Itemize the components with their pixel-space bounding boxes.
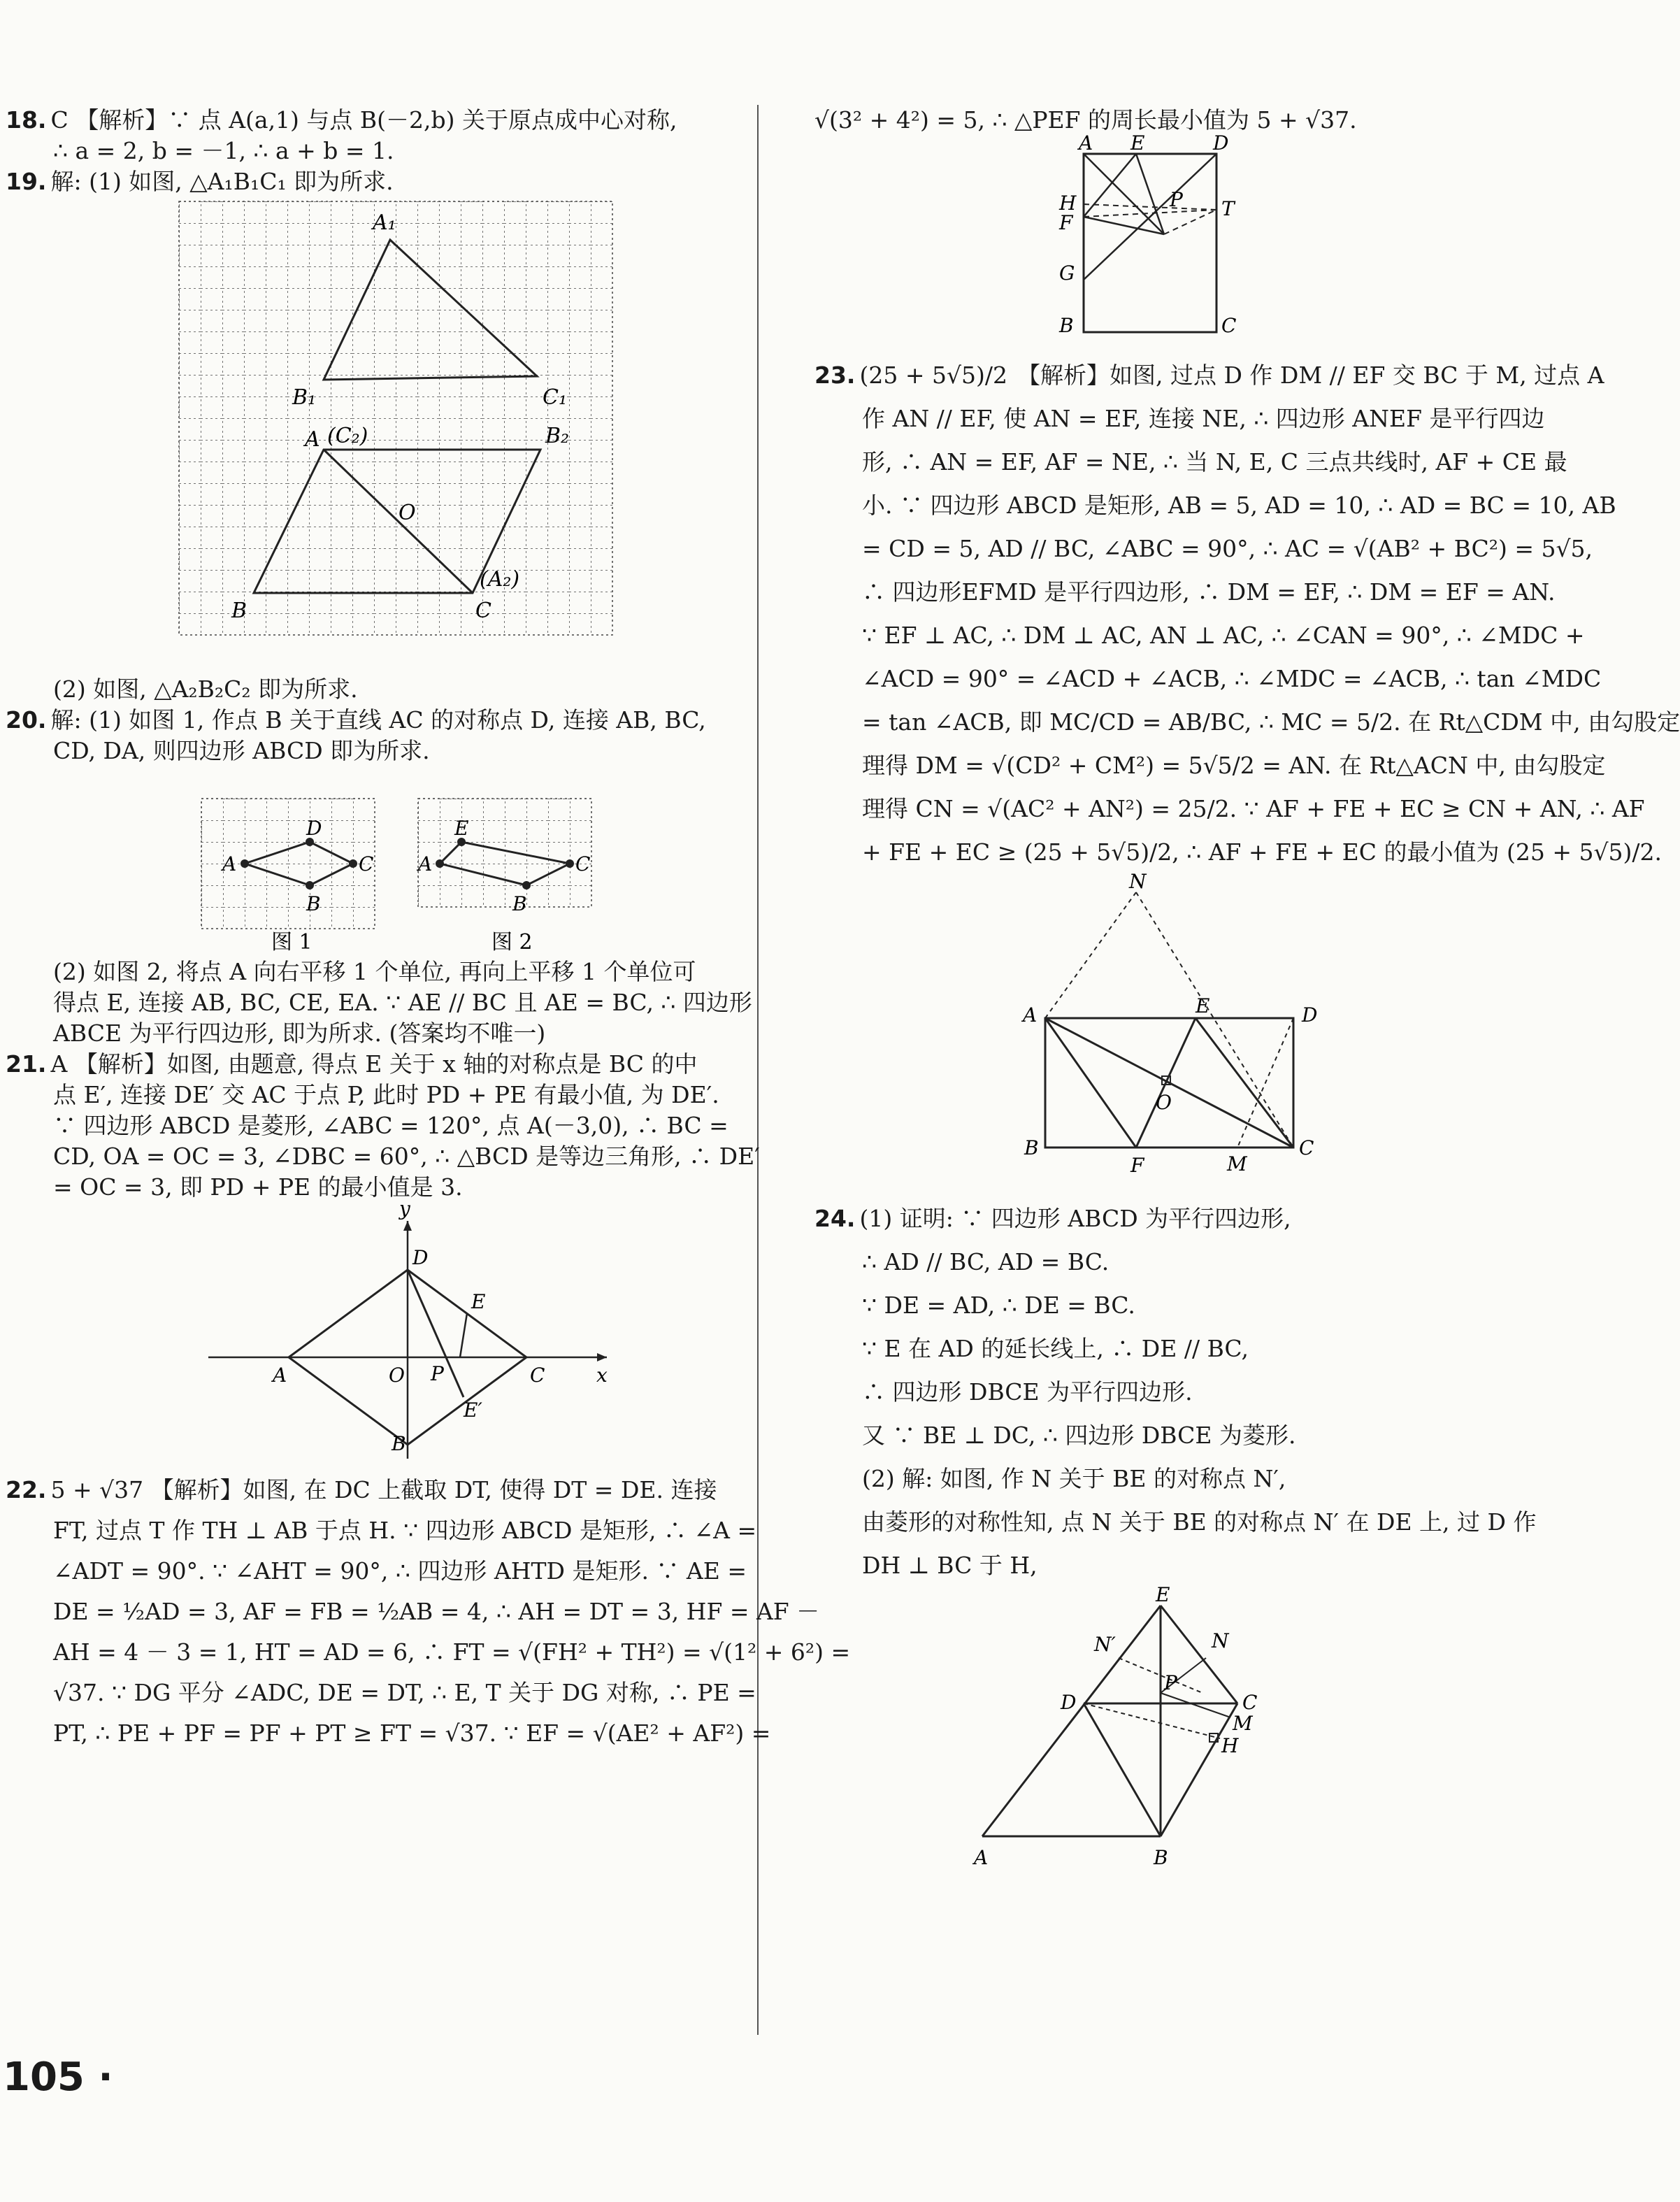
fig2-B: B: [512, 892, 527, 915]
svg-text:C: C: [530, 1364, 545, 1387]
q24-line3: ∵ DE = AD, ∴ DE = BC.: [862, 1292, 1135, 1319]
q22-cont: √(3² + 4²) = 5, ∴ △PEF 的周长最小值为 5 + √37.: [814, 106, 1357, 134]
q21-line3: ∵ 四边形 ABCD 是菱形, ∠ABC = 120°, 点 A(－3,0), ∴ BC =: [53, 1112, 728, 1139]
q21-line5: = OC = 3, 即 PD + PE 的最小值是 3.: [53, 1173, 463, 1201]
svg-text:P: P: [1164, 1671, 1177, 1694]
svg-text:H: H: [1059, 192, 1077, 215]
q20-line4: 得点 E, 连接 AB, BC, CE, EA. ∵ AE // BC 且 AE = BC, ∴ 四边形: [53, 989, 752, 1016]
q22-line2: FT, 过点 T 作 TH ⊥ AB 于点 H. ∵ 四边形 ABCD 是矩形, ∴ ∠A =: [53, 1517, 757, 1544]
svg-text:C: C: [1221, 314, 1237, 337]
fig1-D: D: [306, 817, 322, 840]
svg-text:B: B: [1024, 1136, 1039, 1159]
q19-line1: 19. 解: (1) 如图, △A₁B₁C₁ 即为所求.: [6, 168, 394, 195]
svg-text:N: N: [1212, 1629, 1229, 1652]
svg-text:P: P: [431, 1362, 444, 1385]
q23-line8: ∠ACD = 90° = ∠ACD + ∠ACB, ∴ ∠MDC = ∠ACB, ∴ tan ∠MDC: [862, 665, 1602, 692]
svg-text:D: D: [1302, 1003, 1318, 1027]
svg-text:A: A: [1079, 131, 1093, 155]
svg-text:D: D: [412, 1246, 429, 1269]
q19-figure: [6, 201, 743, 670]
fig1-B: B: [306, 892, 321, 915]
q23-line3: 形, ∴ AN = EF, AF = NE, ∴ 当 N, E, C 三点共线时, AF + CE 最: [862, 448, 1567, 476]
q22-line7: PT, ∴ PE + PF = PF + PT ≥ FT = √37. ∵ EF = √(AE² + AF²) =: [53, 1720, 771, 1747]
q21-line1: 21. A 【解析】如图, 由题意, 得点 E 关于 x 轴的对称点是 BC 的中: [6, 1050, 698, 1078]
q21-rhombus-diagram: [6, 1197, 743, 1466]
q23-line1: 23. (25 + 5√5)/2 【解析】如图, 过点 D 作 DM // EF 交 BC 于 M, 过点 A: [814, 362, 1604, 389]
fig1-caption: 图 1: [271, 930, 313, 955]
q20-line2: CD, DA, 则四边形 ABCD 即为所求.: [53, 737, 430, 764]
q21-line4: CD, OA = OC = 3, ∠DBC = 60°, ∴ △BCD 是等边三角形, ∴ DE′: [53, 1143, 760, 1170]
svg-text:O: O: [389, 1364, 405, 1387]
q22-line3: ∠ADT = 90°. ∵ ∠AHT = 90°, ∴ 四边形 AHTD 是矩形. ∵ AE =: [53, 1557, 747, 1585]
q23-line2: 作 AN // EF, 使 AN = EF, 连接 NE, ∴ 四边形 ANEF 是平行四边: [862, 405, 1545, 432]
svg-text:N: N: [1129, 870, 1147, 893]
fig2-C: C: [575, 852, 591, 875]
svg-text:B: B: [1059, 314, 1074, 337]
label-A: A: [305, 427, 320, 452]
q20-line1: 20. 解: (1) 如图 1, 作点 B 关于直线 AC 的对称点 D, 连接 AB, BC,: [6, 706, 706, 734]
svg-text:E: E: [1130, 131, 1145, 155]
label-A2: (A₂): [480, 567, 520, 592]
q23-line9: = tan ∠ACB, 即 MC/CD = AB/BC, ∴ MC = 5/2. 在 Rt△CDM 中, 由勾股定: [862, 708, 1680, 736]
svg-text:E: E: [471, 1290, 486, 1313]
q24-line6: 又 ∵ BE ⊥ DC, ∴ 四边形 DBCE 为菱形.: [862, 1422, 1296, 1449]
q24-line4: ∵ E 在 AD 的延长线上, ∴ DE // BC,: [862, 1335, 1249, 1362]
q24-rhombus-diagram: [814, 1583, 1535, 1871]
label-C: C: [475, 599, 491, 623]
axis-x: x: [596, 1364, 608, 1387]
q23-figure: [814, 870, 1535, 1193]
svg-text:F: F: [1130, 1154, 1144, 1177]
q23-rectangle-diagram: [814, 870, 1535, 1193]
q23-line4: 小. ∵ 四边形 ABCD 是矩形, AB = 5, AD = 10, ∴ AD = BC = 10, AB: [862, 492, 1616, 519]
label-B1: B₁: [292, 385, 317, 410]
q24-line1: 24. (1) 证明: ∵ 四边形 ABCD 为平行四边形,: [814, 1205, 1291, 1232]
svg-text:F: F: [1059, 211, 1073, 234]
fig2-E: E: [454, 817, 469, 840]
svg-text:T: T: [1221, 197, 1235, 220]
svg-text:M: M: [1233, 1712, 1253, 1735]
q23-line11: 理得 CN = √(AC² + AN²) = 25/2. ∵ AF + FE + EC ≥ CN + AN, ∴ AF: [862, 795, 1645, 822]
label-B2: B₂: [545, 424, 570, 448]
fig1-C: C: [359, 852, 374, 875]
svg-text:A: A: [1023, 1003, 1038, 1027]
svg-text:E: E: [1156, 1583, 1170, 1606]
svg-text:D: D: [1213, 131, 1229, 155]
fig1-A: A: [222, 852, 237, 875]
svg-text:E: E: [1196, 994, 1210, 1017]
q19-grid-diagram: [6, 201, 743, 670]
svg-text:A: A: [273, 1364, 287, 1387]
q21-line2: 点 E′, 连接 DE′ 交 AC 于点 P, 此时 PD + PE 有最小值, 为 DE′.: [53, 1081, 719, 1108]
q22-line4: DE = ½AD = 3, AF = FB = ½AB = 4, ∴ AH = DT = 3, HF = AF －: [53, 1598, 820, 1625]
svg-text:H: H: [1221, 1734, 1239, 1757]
q18-line2: ∴ a = 2, b = －1, ∴ a + b = 1.: [53, 137, 394, 164]
page-number: 105 ·: [3, 2054, 113, 2100]
q23-line12: + FE + EC ≥ (25 + 5√5)/2, ∴ AF + FE + EC 的最小值为 (25 + 5√5)/2.: [862, 838, 1662, 866]
svg-text:C: C: [1242, 1691, 1258, 1714]
q24-line8: 由菱形的对称性知, 点 N 关于 BE 的对称点 N′ 在 DE 上, 过 D 作: [862, 1508, 1537, 1536]
svg-text:D: D: [1061, 1691, 1077, 1714]
label-A1: A₁: [373, 210, 396, 235]
label-O: O: [399, 501, 416, 525]
axis-y: y: [399, 1197, 410, 1220]
svg-text:G: G: [1059, 262, 1075, 285]
q21-figure: [6, 1197, 743, 1466]
svg-text:A: A: [974, 1846, 989, 1869]
fig2-A: A: [418, 852, 433, 875]
right-column: [814, 105, 1680, 1875]
q23-line7: ∵ EF ⊥ AC, ∴ DM ⊥ AC, AN ⊥ AC, ∴ ∠CAN = 90°, ∴ ∠MDC +: [862, 622, 1585, 649]
left-column: [6, 105, 851, 1754]
svg-text:O: O: [1156, 1091, 1172, 1114]
q22-figure: [814, 131, 1535, 350]
q24-line2: ∴ AD // BC, AD = BC.: [862, 1248, 1110, 1275]
q24-line7: (2) 解: 如图, 作 N 关于 BE 的对称点 N′,: [862, 1465, 1286, 1492]
fig2-caption: 图 2: [491, 930, 533, 955]
svg-text:P: P: [1170, 188, 1183, 211]
q23-line10: 理得 DM = √(CD² + CM²) = 5√5/2 = AN. 在 Rt△ACN 中, 由勾股定: [862, 752, 1606, 779]
label-B: B: [231, 599, 247, 623]
svg-text:E′: E′: [464, 1399, 482, 1422]
q23-line5: = CD = 5, AD // BC, ∠ABC = 90°, ∴ AC = √(AB² + BC²) = 5√5,: [862, 535, 1593, 562]
q19-line2: (2) 如图, △A₂B₂C₂ 即为所求.: [53, 675, 358, 703]
q24-line9: DH ⊥ BC 于 H,: [862, 1552, 1038, 1579]
q22-line5: AH = 4 － 3 = 1, HT = AD = 6, ∴ FT = √(FH² + TH²) = √(1² + 6²) =: [53, 1638, 851, 1666]
q24-figure: [814, 1583, 1535, 1871]
svg-text:C: C: [1299, 1136, 1314, 1159]
label-C2: (C₂): [327, 424, 368, 448]
q22-line1: 22. 5 + √37 【解析】如图, 在 DC 上截取 DT, 使得 DT = DE. 连接: [6, 1476, 717, 1503]
q22-line6: √37. ∵ DG 平分 ∠ADC, DE = DT, ∴ E, T 关于 DG 对称, ∴ PE =: [53, 1679, 756, 1706]
q23-line6: ∴ 四边形EFMD 是平行四边形, ∴ DM = EF, ∴ DM = EF = AN.: [862, 578, 1556, 606]
svg-text:N′: N′: [1094, 1633, 1116, 1656]
svg-text:M: M: [1227, 1152, 1247, 1175]
q20-figures: [6, 771, 743, 955]
q20-grid-diagrams: [6, 771, 743, 955]
q24-line5: ∴ 四边形 DBCE 为平行四边形.: [862, 1378, 1193, 1406]
svg-text:B: B: [392, 1432, 406, 1455]
q22-rectangle-diagram: [814, 131, 1535, 350]
label-C1: C₁: [543, 385, 567, 410]
svg-text:B: B: [1154, 1846, 1168, 1869]
q18-line1: 18. C 【解析】∵ 点 A(a,1) 与点 B(－2,b) 关于原点成中心对称,: [6, 106, 677, 134]
q20-line3: (2) 如图 2, 将点 A 向右平移 1 个单位, 再向上平移 1 个单位可: [53, 958, 696, 985]
q20-line5: ABCE 为平行四边形, 即为所求. (答案均不唯一): [53, 1020, 546, 1047]
